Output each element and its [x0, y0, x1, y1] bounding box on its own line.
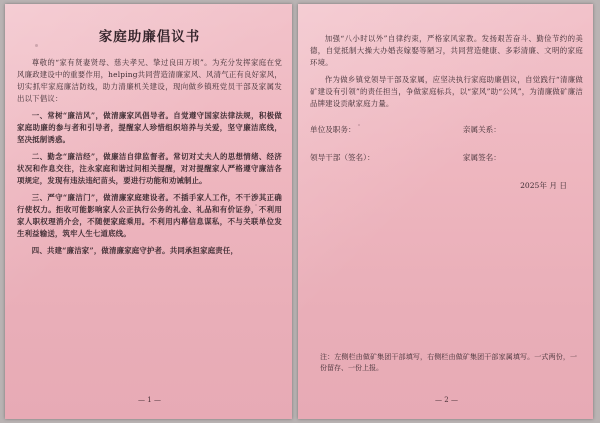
page-number-right: — 2 —: [435, 396, 458, 404]
field-family-signature[interactable]: 家属签名：: [462, 152, 501, 162]
document-page-right: [298, 4, 593, 419]
page-left-content: [17, 11, 282, 412]
paragraph-item-3: 三、严守“廉洁门”，做清廉家庭建设者。不插手家人工作，不干涉其正确行使权力。拒收可能影响家人公正执行公务的礼金、礼品和有价证券，不利用家人职权理消介会，不随便家庭乘用。不利用内幕信息谋私，不与关联单位发生利益输送，筑牢人生七道底线。: [17, 192, 282, 238]
paragraph-continued: 加强“八小时以外”自律约束，严格家风家教。发扬艰苦奋斗、勤俭节约的美德，自觉抵制大操大办婚丧嫁娶等陋习，共同营造健康、多彩清廉、文明的家庭环境。: [310, 34, 583, 67]
field-leader-signature[interactable]: 领导干部（签名）：: [310, 152, 375, 162]
field-unit-position[interactable]: 单位及职务：: [310, 124, 356, 134]
paragraph-closing: 作为做乡镇党领导干部及家属，应坚决执行家庭助廉倡议，自觉践行“清廉做矿建设有引领”的责任担当，争做家庭标兵，以“家风”助“公风”，为清廉做矿廉洁品牌建设贡献家庭力量。: [310, 74, 583, 108]
page-title: 家庭助廉倡议书: [98, 29, 201, 45]
footnote: 注：左侧栏由做矿集团干部填写，右侧栏由做矿集团干部家属填写。一式两份，一份留存、一份上报。: [320, 352, 577, 372]
paragraph-item-1: 一、常树“廉洁风”，做清廉家风倡导者。自觉遵守国家法律法规，积极做家庭助廉的参与者和引导者，提醒家人珍惜组织培养与关爱，坚守廉洁底线，坚决抵制诱惑。: [17, 110, 282, 144]
form-row: [310, 152, 583, 163]
document-page-left: [5, 4, 292, 419]
scan-speck: [255, 204, 257, 206]
field-relationship[interactable]: 亲属关系：: [462, 124, 501, 134]
scan-speck: [35, 44, 38, 47]
signature-form: [310, 124, 583, 191]
paragraph-item-4: 四、共建“廉洁家”，做清廉家庭守护者。共同承担家庭责任，: [31, 245, 239, 255]
page-right-content: [310, 11, 583, 412]
page-number-left: — 1 —: [138, 396, 161, 404]
field-date[interactable]: 2025年 月 日: [520, 180, 567, 190]
paragraph-item-2: 二、勤念“廉洁经”，做廉洁自律监督者。常切对丈夫人的思想情绪、经济状况和作息交往，注永家庭和谐过问相关提醒，对对提醒家人严格遵守廉洁各项规定，发现有违法违纪苗头，要进行功能和劝诫制止。: [17, 151, 282, 185]
paragraph-intro: 尊敬的“家有贤妻贤母、慈夫孝兄、挚过良田万顷”。为充分发挥家庭在党风廉政建设中的重要作用，helping共同营造清廉家风、风清气正有良好家风，切实抓牢家庭廉洁防线，助力清廉机关建设，现向做乡镇班党员干部及家属发出以下倡议：: [17, 58, 282, 103]
scan-speck: [358, 124, 360, 126]
form-row: [310, 124, 583, 135]
